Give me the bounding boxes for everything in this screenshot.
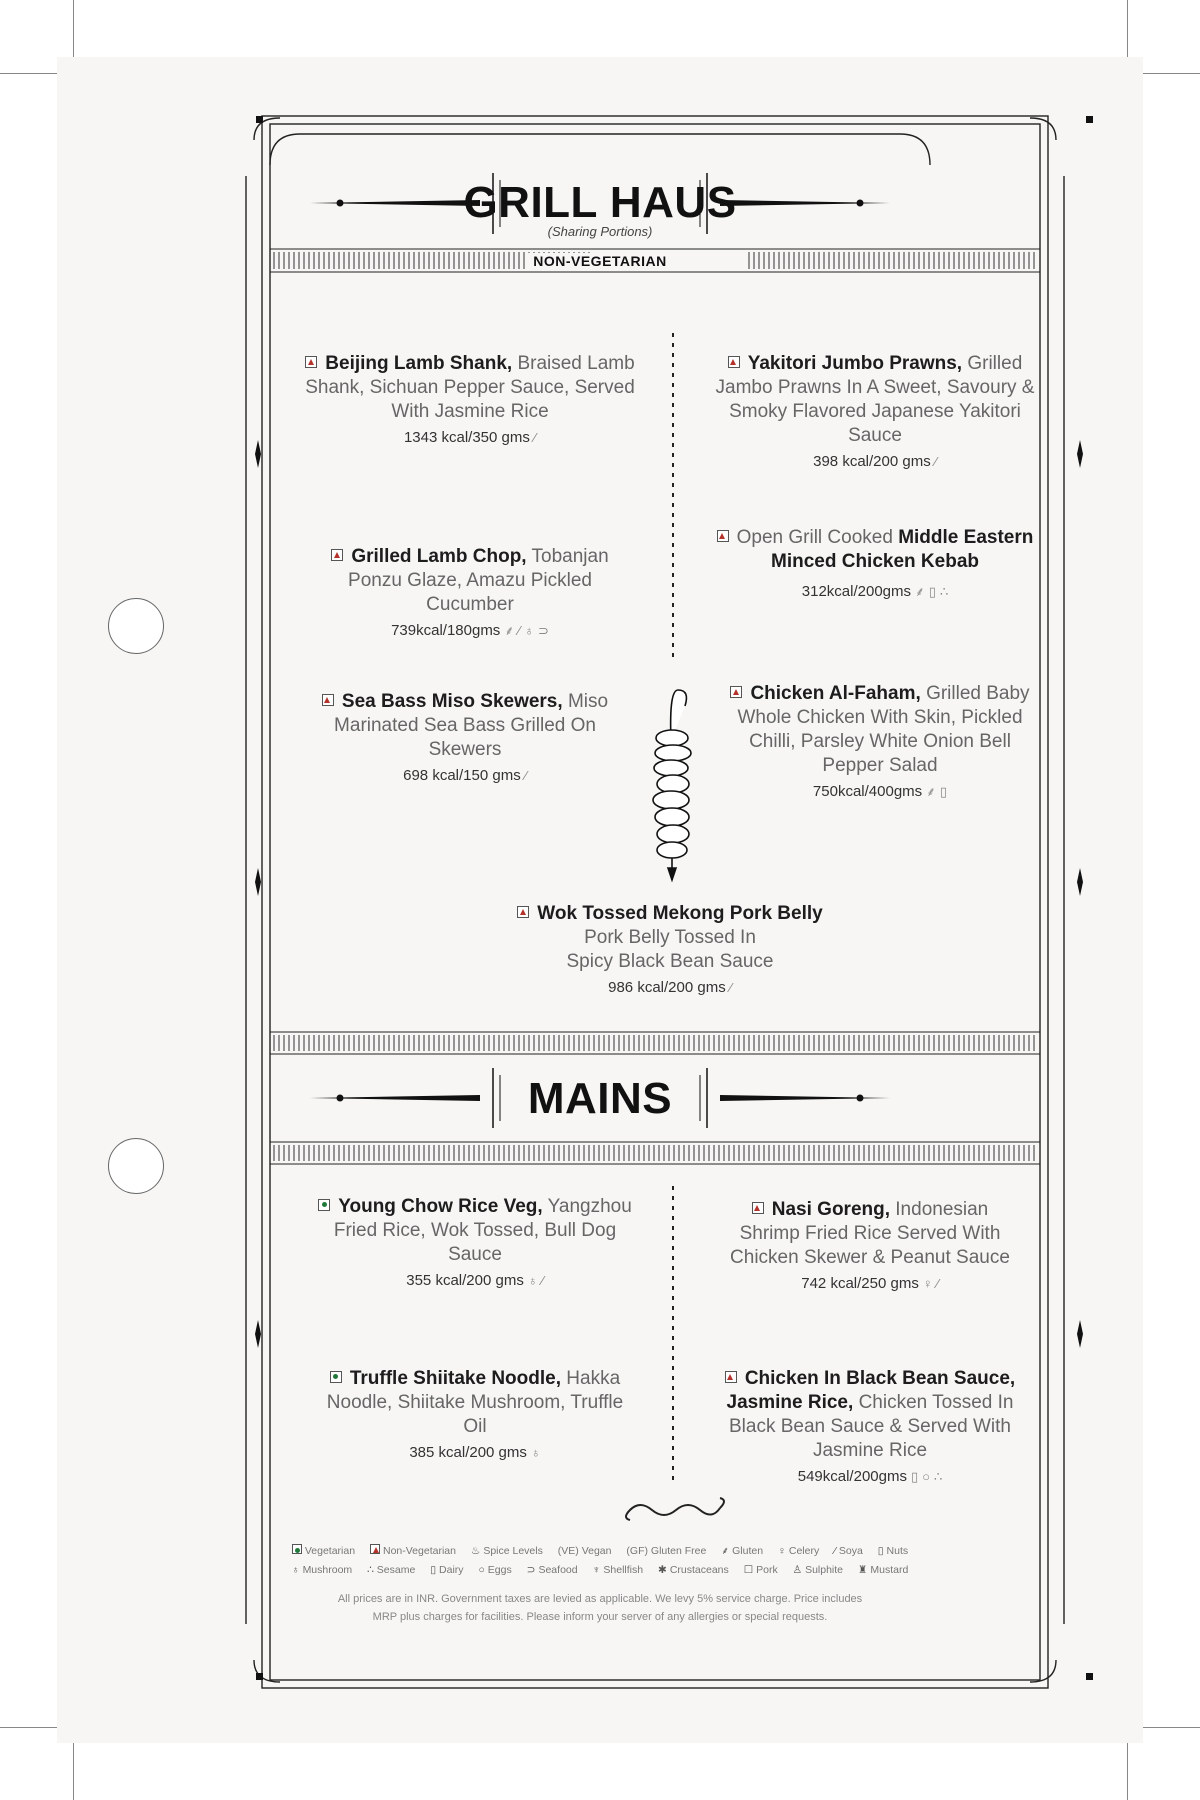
dish-name: Wok Tossed Mekong Pork Belly <box>537 903 823 924</box>
gluten-icon: ⸙ <box>504 623 515 638</box>
seafood-icon: ⊃ <box>538 623 549 638</box>
menu-item <box>720 682 1040 804</box>
dish-description: Grilled Jambo Prawns In A Sweet, Savoury & Smoky Flavored Japanese Yakitori Sauce <box>715 353 1035 446</box>
menu-item <box>315 1195 635 1293</box>
dairy-icon: ▯ <box>910 1469 919 1484</box>
sesame-icon: ∴ <box>939 584 949 599</box>
legend-label: Soya <box>838 1545 863 1557</box>
calorie-info: 698 kcal/150 gms <box>403 767 521 784</box>
legend-label: Sesame <box>376 1564 416 1576</box>
dish-name: Beijing Lamb Shank, <box>325 353 513 374</box>
dish-description: Indonesian Shrimp Fried Rice Served With Chicken Skewer & Peanut Sauce <box>730 1199 1010 1268</box>
dish-description: Tobanjan Ponzu Glaze, Amazu Pickled Cucumber <box>348 546 609 615</box>
footer-line: MRP plus charges for facilities. Please inform your server of any allergies or special requests. <box>372 1611 828 1623</box>
dairy-icon: ▯ <box>939 784 948 799</box>
mustard-icon: ♜ <box>857 1564 868 1576</box>
legend-label: Non-Vegetarian <box>383 1545 456 1557</box>
seafood-icon: ⊃ <box>526 1564 536 1576</box>
dish-name: Sea Bass Miso Skewers, <box>341 691 563 712</box>
section-title-grill: GRILL HAUS <box>463 178 737 227</box>
calorie-info: 398 kcal/200 gms <box>813 453 931 470</box>
menu-item <box>320 1367 630 1465</box>
legend-label: Sulphite <box>805 1564 844 1576</box>
calorie-info: 1343 kcal/350 gms <box>403 429 530 446</box>
calorie-info: 549kcal/200gms <box>797 1468 907 1485</box>
soya-icon: ⁄ <box>541 1273 544 1288</box>
section-subtitle: (Sharing Portions) <box>547 224 653 239</box>
non-veg-icon <box>305 356 317 368</box>
legend-label: Dairy <box>439 1564 464 1576</box>
dish-name: Truffle Shiitake Noodle, <box>349 1368 561 1389</box>
veg-icon <box>318 1199 330 1211</box>
non-veg-icon <box>728 356 740 368</box>
sesame-icon: ∴ <box>367 1564 374 1576</box>
eggs-icon: ○ <box>478 1564 485 1576</box>
menu-item <box>720 1367 1020 1489</box>
menu-item <box>710 352 1040 474</box>
calorie-info: 986 kcal/200 gms <box>608 979 726 996</box>
spice-icon: ♨ <box>470 1545 481 1557</box>
menu-item <box>315 690 615 788</box>
skewer-icon <box>653 690 691 880</box>
section-title-mains: MAINS <box>527 1074 673 1123</box>
dish-name: Young Chow Rice Veg, <box>338 1196 543 1217</box>
legend-label: Eggs <box>487 1564 512 1576</box>
dish-description: Pork Belly Tossed In Spicy Black Bean Sauce <box>566 927 774 972</box>
dish-description: Braised Lamb Shank, Sichuan Pepper Sauce, Served With Jasmine Rice <box>305 353 635 422</box>
non-veg-icon <box>752 1202 764 1214</box>
nuts-icon: ▯ <box>877 1545 884 1557</box>
menu-item <box>720 1198 1020 1296</box>
dish-name: Chicken Al-Faham, <box>750 683 921 704</box>
celery-icon: ♀ <box>778 1545 786 1557</box>
legend-label: Mustard <box>870 1564 909 1576</box>
dish-name: Chicken In Black Bean Sauce, Jasmine Rice, <box>726 1368 1016 1413</box>
eggs-icon: ○ <box>922 1469 930 1484</box>
allergen-legend <box>0 1544 1200 1558</box>
non-veg-icon <box>725 1371 737 1383</box>
gluten-icon: ⸙ <box>721 1545 730 1557</box>
footer-note <box>0 1590 1200 1626</box>
mushroom-icon: ♁ <box>291 1564 300 1576</box>
soya-icon: ⁄ <box>524 768 527 783</box>
legend-label: Shellfish <box>603 1564 644 1576</box>
dish-name-prefix: Open Grill Cooked <box>736 527 893 548</box>
non-veg-icon <box>730 686 742 698</box>
menu-item <box>305 352 635 450</box>
menu-item <box>305 545 635 643</box>
sulphite-icon: ♙ <box>792 1564 803 1576</box>
legend-label: Spice Levels <box>483 1545 543 1557</box>
dish-description: Hakka Noodle, Shiitake Mushroom, Truffle Oil <box>326 1368 624 1437</box>
legend-label: Pork <box>756 1564 778 1576</box>
footer-line: All prices are in INR. Government taxes are levied as applicable. We levy 5% service charge. Price includes <box>337 1593 863 1605</box>
soya-icon: ⁄ <box>834 1545 836 1557</box>
dish-description: Grilled Baby Whole Chicken With Skin, Pickled Chilli, Parsley White Onion Bell Pepper Salad <box>737 683 1030 776</box>
dish-name: Yakitori Jumbo Prawns, <box>747 353 963 374</box>
flourish-ornament <box>626 1498 724 1520</box>
dish-description: Yangzhou Fried Rice, Wok Tossed, Bull Dog Sauce <box>333 1196 632 1265</box>
veg-icon <box>292 1544 302 1554</box>
menu-item <box>510 902 830 1000</box>
calorie-info: 385 kcal/200 gms <box>409 1444 527 1461</box>
dairy-icon: ▯ <box>928 584 936 599</box>
soya-icon: ⁄ <box>729 980 732 995</box>
mushroom-icon: ♁ <box>524 623 534 638</box>
dish-name: Middle Eastern Minced Chicken Kebab <box>771 527 1034 572</box>
crustaceans-icon: ✱ <box>658 1564 667 1576</box>
calorie-info: 312kcal/200gms <box>801 583 912 600</box>
calorie-info: 739kcal/180gms <box>391 622 501 639</box>
legend-label: (VE) Vegan <box>557 1545 612 1557</box>
legend-label: (GF) Gluten Free <box>626 1545 707 1557</box>
dish-name: Grilled Lamb Chop, <box>351 546 527 567</box>
menu-item <box>710 526 1040 604</box>
sesame-icon: ∴ <box>933 1469 943 1484</box>
non-veg-icon <box>322 694 334 706</box>
mushroom-icon: ♁ <box>530 1445 541 1460</box>
legend-label: Crustaceans <box>669 1564 729 1576</box>
legend-label: Nuts <box>886 1545 909 1557</box>
veg-icon <box>330 1371 342 1383</box>
non-veg-icon <box>370 1544 380 1554</box>
calorie-info: 355 kcal/200 gms <box>406 1272 524 1289</box>
legend-label: Gluten <box>732 1545 764 1557</box>
soya-icon: ⁄ <box>936 1276 939 1291</box>
non-veg-icon <box>331 549 343 561</box>
non-veg-icon <box>517 906 529 918</box>
dish-description: Chicken Tossed In Black Bean Sauce & Served With Jasmine Rice <box>729 1392 1014 1461</box>
allergen-legend <box>0 1564 1200 1576</box>
legend-label: Mushroom <box>302 1564 353 1576</box>
pork-icon: ☐ <box>743 1564 754 1576</box>
non-veg-icon <box>717 530 729 542</box>
soya-icon: ⁄ <box>533 430 537 445</box>
calorie-info: 750kcal/400gms <box>812 783 923 800</box>
gluten-icon: ⸙ <box>926 784 936 799</box>
mushroom-icon: ♁ <box>527 1273 538 1288</box>
calorie-info: 742 kcal/250 gms <box>801 1275 919 1292</box>
legend-label: Celery <box>788 1545 820 1557</box>
dairy-icon: ▯ <box>430 1564 437 1576</box>
soya-icon: ⁄ <box>518 623 521 638</box>
dish-description: Miso Marinated Sea Bass Grilled On Skewers <box>334 691 609 760</box>
gluten-icon: ⸙ <box>915 584 925 599</box>
category-band-label: NON-VEGETARIAN <box>527 253 673 269</box>
legend-label: Seafood <box>538 1564 578 1576</box>
celery-icon: ♀ <box>922 1276 933 1291</box>
dish-name: Nasi Goreng, <box>771 1199 890 1220</box>
shellfish-icon: ♆ <box>592 1564 601 1576</box>
legend-label: Vegetarian <box>304 1545 356 1557</box>
soya-icon: ⁄ <box>934 454 937 469</box>
